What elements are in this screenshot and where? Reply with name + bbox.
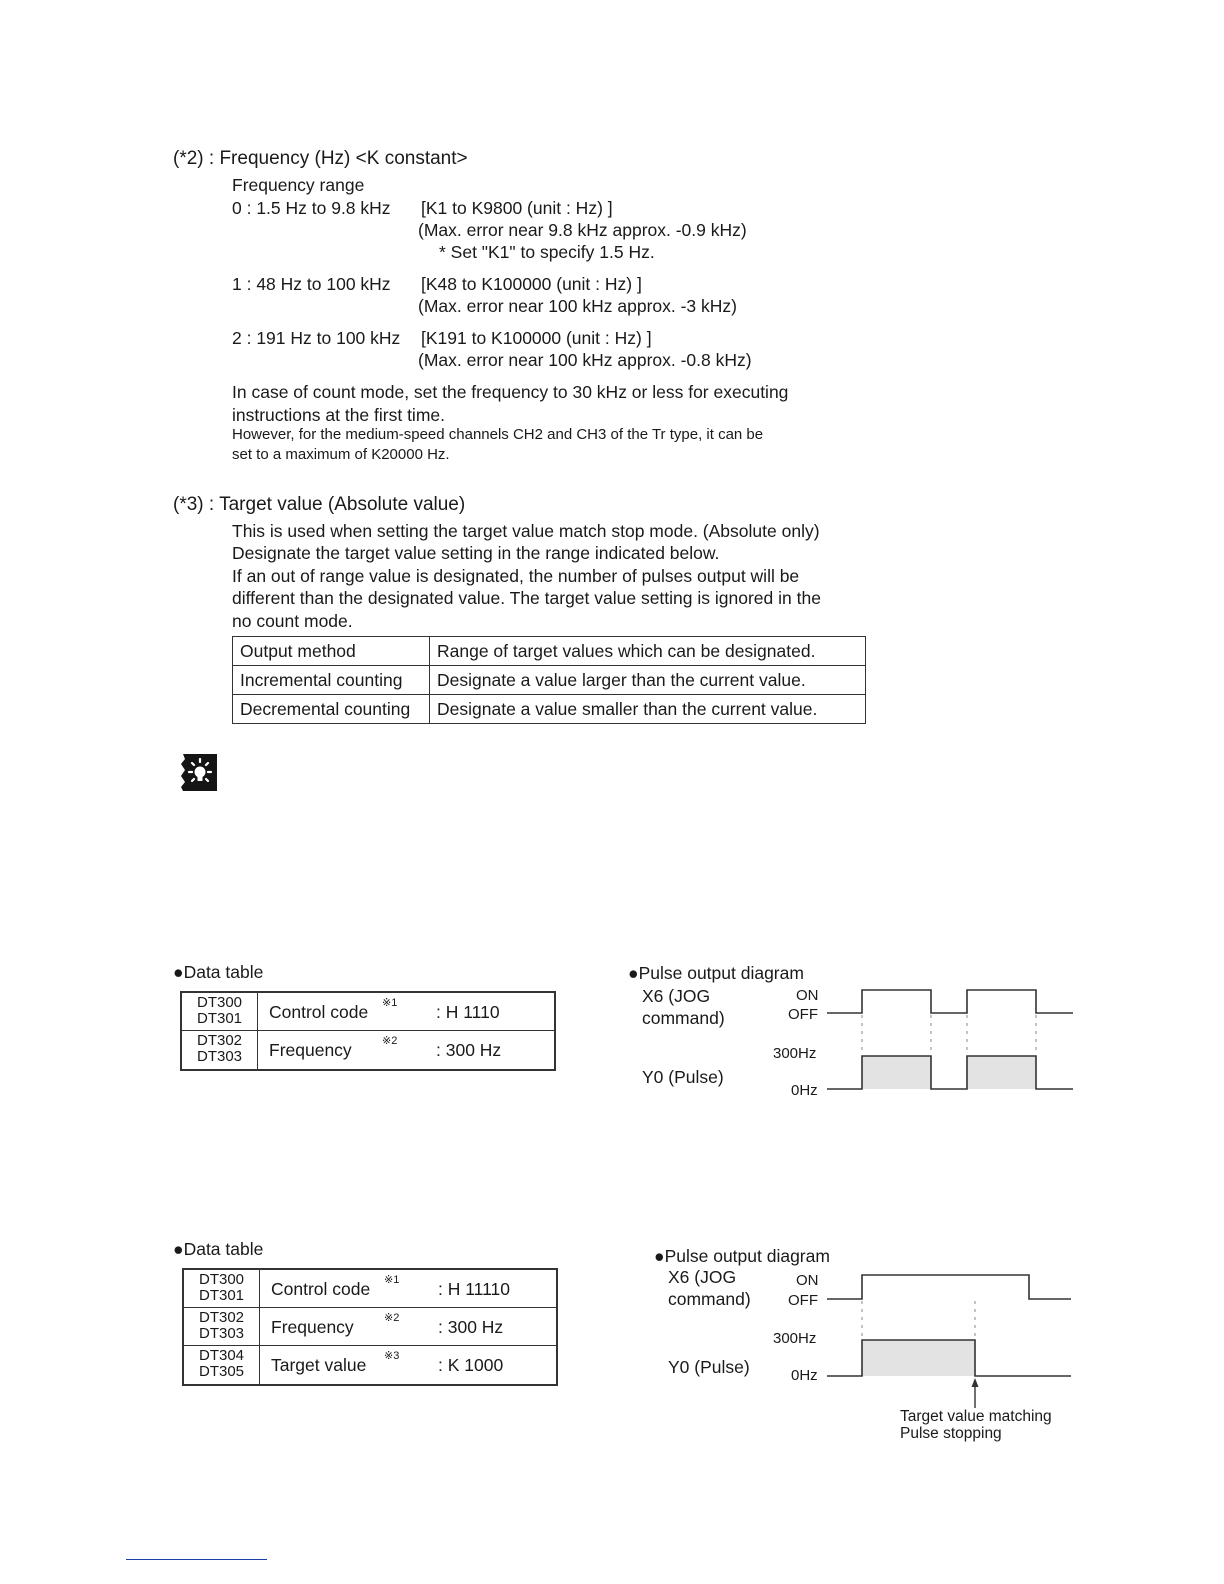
however-note-line1: However, for the medium-speed channels CH2 and CH3 of the Tr type, it can be xyxy=(232,426,764,443)
register-name: DT302 xyxy=(198,1309,245,1326)
target-heading: (*3) : Target value (Absolute value) xyxy=(173,494,466,515)
freq-high-label: 300Hz xyxy=(773,1330,817,1347)
y0-label: Y0 (Pulse) xyxy=(642,1067,724,1087)
freq-high-label: 300Hz xyxy=(773,1045,817,1062)
freq-low-label: 0Hz xyxy=(791,1082,818,1099)
target-text-line3: If an out of range value is designated, the number of pulses output will be xyxy=(232,566,800,586)
pulse-output-diagram-2 xyxy=(620,1238,1080,1448)
register-cell xyxy=(184,1346,260,1384)
register-name: DT301 xyxy=(198,1287,245,1304)
diagram-title: ●Pulse output diagram xyxy=(654,1246,830,1266)
table-cell: Output method xyxy=(233,637,430,666)
target-text-line1: This is used when setting the target value match stop mode. (Absolute only) xyxy=(232,521,820,541)
table-cell: Incremental counting xyxy=(233,666,430,695)
off-label: OFF xyxy=(788,1292,818,1309)
x6-signal-waveform xyxy=(827,1275,1071,1299)
range-0-values: [K1 to K9800 (unit : Hz) ] xyxy=(421,198,613,218)
footnote-ref: ※2 xyxy=(382,1035,398,1047)
range-0-error: (Max. error near 9.8 kHz approx. -0.9 kHz) xyxy=(418,220,747,240)
param-label: Target value xyxy=(271,1355,367,1375)
register-name: DT303 xyxy=(198,1325,245,1342)
param-value: : K 1000 xyxy=(438,1355,504,1375)
param-label: Frequency xyxy=(271,1317,354,1337)
frequency-range-label: Frequency range xyxy=(232,175,365,195)
register-cell xyxy=(184,1270,260,1307)
data-table-title-2: ●Data table xyxy=(173,1239,264,1259)
up-arrow-icon xyxy=(972,1378,979,1387)
hint-lightbulb-icon xyxy=(181,754,217,791)
table-row xyxy=(184,1270,556,1308)
table-cell: Range of target values which can be designated. xyxy=(430,637,866,666)
table-row xyxy=(233,637,866,666)
param-label: Control code xyxy=(271,1279,371,1299)
footnote-ref: ※1 xyxy=(382,997,398,1009)
count-mode-note-line2: instructions at the first time. xyxy=(232,405,445,425)
range-1-values: [K48 to K100000 (unit : Hz) ] xyxy=(421,274,642,294)
register-name: DT302 xyxy=(196,1032,243,1049)
table-cell: Decremental counting xyxy=(233,695,430,724)
register-name: DT300 xyxy=(196,994,243,1011)
on-label: ON xyxy=(796,1272,819,1289)
range-2-mode: 2 : 191 Hz to 100 kHz xyxy=(232,328,401,348)
annotation-line1: Target value matching xyxy=(900,1408,1052,1425)
y0-label: Y0 (Pulse) xyxy=(668,1357,750,1377)
table-row xyxy=(233,666,866,695)
footnote-ref: ※1 xyxy=(384,1274,400,1286)
however-note-line2: set to a maximum of K20000 Hz. xyxy=(232,446,450,463)
pulse-fill xyxy=(862,1056,1036,1089)
data-table-1 xyxy=(180,991,556,1071)
table-row xyxy=(233,695,866,724)
range-1-mode: 1 : 48 Hz to 100 kHz xyxy=(232,274,391,294)
range-2-error: (Max. error near 100 kHz approx. -0.8 kHz) xyxy=(418,350,752,370)
annotation-line2: Pulse stopping xyxy=(900,1425,1002,1442)
range-1-error: (Max. error near 100 kHz approx. -3 kHz) xyxy=(418,296,737,316)
frequency-heading: (*2) : Frequency (Hz) <K constant> xyxy=(173,148,468,169)
diagram-title: ●Pulse output diagram xyxy=(628,963,804,983)
pulse-fill xyxy=(862,1340,975,1376)
table-cell: Designate a value smaller than the current value. xyxy=(430,695,866,724)
on-label: ON xyxy=(796,987,819,1004)
register-name: DT300 xyxy=(198,1271,245,1288)
count-mode-note-line1: In case of count mode, set the frequency to 30 kHz or less for executing xyxy=(232,382,789,402)
param-label: Control code xyxy=(269,1002,369,1022)
register-name: DT304 xyxy=(198,1347,245,1364)
param-label: Frequency xyxy=(269,1040,352,1060)
target-text-line2: Designate the target value setting in the range indicated below. xyxy=(232,543,720,563)
table-cell: Designate a value larger than the current value. xyxy=(430,666,866,695)
register-cell xyxy=(184,1308,260,1345)
register-name: DT303 xyxy=(196,1048,243,1065)
footnote-ref: ※3 xyxy=(384,1350,400,1362)
off-label: OFF xyxy=(788,1006,818,1023)
x6-label-line2: command) xyxy=(668,1289,751,1309)
footer-rule xyxy=(126,1559,267,1560)
target-text-line5: no count mode. xyxy=(232,611,353,631)
pulse-output-diagram-1 xyxy=(620,955,1080,1105)
register-name: DT301 xyxy=(196,1010,243,1027)
x6-label-line2: command) xyxy=(642,1008,725,1028)
range-2-values: [K191 to K100000 (unit : Hz) ] xyxy=(421,328,652,348)
target-text-line4: different than the designated value. The target value setting is ignored in the xyxy=(232,588,821,608)
footnote-ref: ※2 xyxy=(384,1312,400,1324)
x6-label-line1: X6 (JOG xyxy=(642,986,711,1006)
x6-signal-waveform xyxy=(827,990,1073,1013)
table-row xyxy=(184,1346,556,1384)
table-row xyxy=(184,1308,556,1346)
param-value: : 300 Hz xyxy=(436,1040,502,1060)
x6-label-line1: X6 (JOG xyxy=(668,1267,737,1287)
data-table-title-1: ●Data table xyxy=(173,962,264,982)
register-cell xyxy=(182,1031,258,1069)
range-0-note: * Set "K1" to specify 1.5 Hz. xyxy=(439,242,655,262)
register-name: DT305 xyxy=(198,1363,245,1380)
target-range-table xyxy=(232,636,866,724)
table-row xyxy=(182,993,554,1031)
table-row xyxy=(182,1031,554,1069)
freq-low-label: 0Hz xyxy=(791,1367,818,1384)
register-cell xyxy=(182,993,258,1030)
param-value: : 300 Hz xyxy=(438,1317,504,1337)
data-table-2 xyxy=(182,1268,558,1386)
param-value: : H 11110 xyxy=(438,1279,510,1299)
param-value: : H 1110 xyxy=(436,1002,500,1022)
range-0-mode: 0 : 1.5 Hz to 9.8 kHz xyxy=(232,198,391,218)
